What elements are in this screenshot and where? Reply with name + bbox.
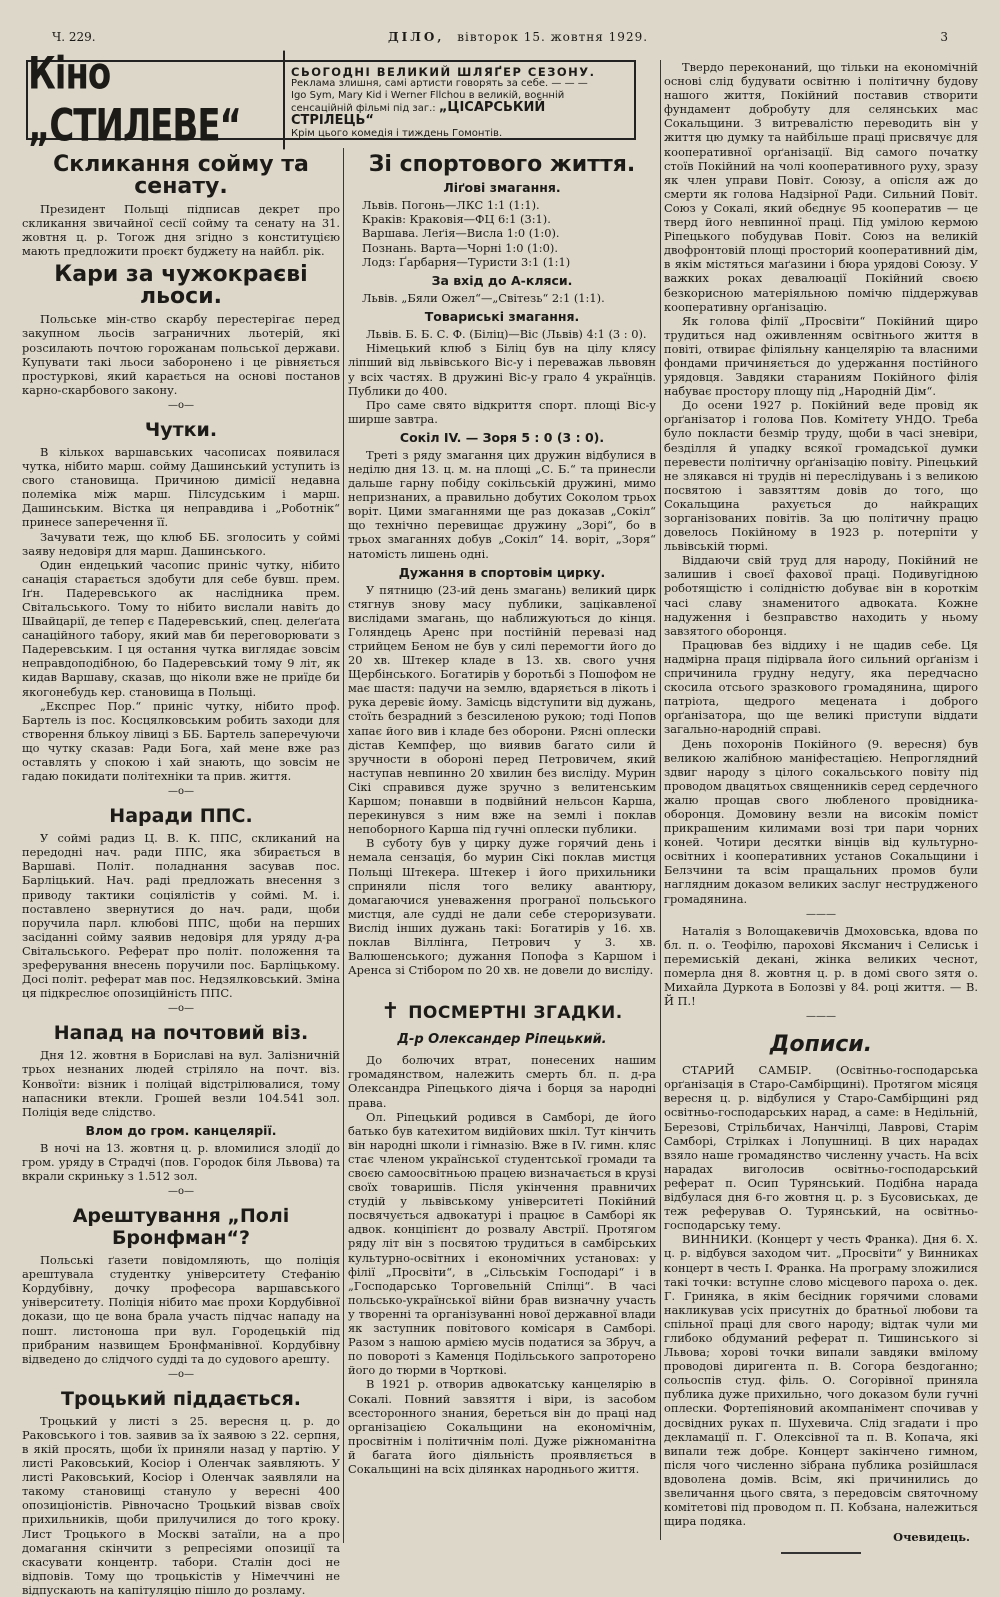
masthead bbox=[52, 28, 948, 46]
issue-date: вівторок 15. жовтня 1929. bbox=[457, 30, 649, 44]
article-body: Ол. Ріпецький родився в Самборі, де його батько був катехитом видійових шкіл. Тут кінчить він народні школи і гімназію. Вже в IV. гимн. кляс стає членом української студентської громади та своєю самоосвітньою працею визначається в крузі своїх товаришів. Після укінчення правничих студій у львівському університеті Покійний посвячується адвокатурі і працює в Самборі як адвок. конціпієнт до розвалу Австрії. Протягом ряду літ він з посвятою трудиться в самбірських культурно-освітних і економічних установах: у філії „Просвіти“, в „Сільськім Господарі“ і в „Господарсько Торговельній Спілці“. В часі польсько-української війни брав визначну участь у творенні та організуванні нової державної влади як заступник повітового комісаря в Самборі. Разом з нашою армією мусів податися за Збруч, а по повороті з Каменця Подільського запроторено його до тюрми в Чорткові. bbox=[348, 1109, 656, 1378]
article-body: Зачувати теж, що клюб ББ. зголосить у соймі заяву недовіря для марш. Дашинського. bbox=[22, 529, 340, 558]
article-body: В ночі на 13. жовтня ц. р. вломилися злодії до гром. уряду в Страдчі (пов. Городок біля Львова) та вкрали скриньку з 1.512 зол. bbox=[22, 1140, 340, 1183]
match-result: Львів. „Бяли Ожел“—„Світезь“ 2:1 (1:1). bbox=[362, 291, 605, 306]
paper-name: ДІЛО, bbox=[387, 30, 445, 44]
article-body: Польські ґазети повідомляють, що поліція арештувала студентку університету Стефанію Кордубівну, дочку професора варшавського університету. Поліція нібито має прохи Кордубівної докази, що це вона брала участь підчас нападу на пошт. листоноша при вул. Городецькій під прибраним назвищем Бронфманівної. Кордубівну відведено до слідчого судді та до судового арешту. bbox=[22, 1253, 340, 1366]
ad-line: Крім цього комедія і тиждень Гомонтів. bbox=[291, 128, 503, 139]
column-divider bbox=[660, 60, 661, 1540]
article-body: Польське мін-ство скарбу перестерігає перед закупном льосів заграничних льотерій, які розсилають почтою горожанам польської держави. Купувати такі льоси заборонено і це рівняється простуркові, який карається на основі постанов карно-скарбового закону. bbox=[22, 312, 340, 397]
article-body: Один ендецький часопис приніс чутку, нібито санація старається здобути для себе бувш. прем. Іґн. Падеревського ак наслідника прем. Світальського. Тому то нібито вислали навіть до Швайцарії, де тепер є Падеревський, спец. делеґата санаційного табору, який мав би переговорювати з Падеревським. І ця остання чутка виглядає зовсім неправдоподібною, бо Падеревський тому 9 літ, як кидав Варшаву, сказав, що ніколи вже не приїде би якогонебудь кер. становища в Польщі. bbox=[22, 557, 340, 699]
article-body: Дня 12. жовтня в Бориславі на вул. Залізничній трьох незнаних людей стріляло на почт. віз. Конвоїти: візник і поліцай відстрілювалися, тому напасники втекли. Грошей везли 104.541 зол. Поліція веде слідство. bbox=[22, 1048, 340, 1119]
ad-line-part: сенсаційній фільмі під заг.: bbox=[291, 103, 436, 114]
cinema-advertisement bbox=[26, 48, 636, 152]
article-body: ВИННИКИ. (Концерт у честь Франка). Дня 6. Х. ц. р. відбувся заходом чит. „Просвіти“ у Винниках концерт в честь І. Франка. На програму зложилися такі точки: вступне слово місцевого пароха о. дек. Г. Гриняка, в якім бесідник горячими словами накликував усіх присутніх до братньої любови та спільної праці для свого народу; відтак чули ми глибоко обдуманий реферат п. Тишинського зі Львова; хорові точки випали завдяки вмілому проводові диригента п. В. Согора бездоганно; сольоспів студ. філь. О. Согорівної приняла публика дуже прихильно, чого доказом були гучні оплески. Фортепіяновий акомпанімент спочивав у досвідних руках п. Шухевича. Слід згадати і про декламації п. Г. Олексівної та п. В. Копача, які випали теж добре. Концерт закінчено гимном, після чого численно зібрана публика розійшлася вдоволена домів. Всім, які причинились до звеличання цього свята, з передовсім святочному комітетові під проводом п. П. Кобзана, належиться щира подяка. bbox=[664, 1232, 978, 1529]
article-body: День похоронів Покійного (9. вересня) був великою жалібною маніфестацією. Непроглядний здвиг народу з цілого сокальського повіту під проводом двацятьох священників серед сердечного жалю прощав свого любленого провідника-оборонця. Домовину везли на високім поміст прикрашеним килимами возі три пари чорних коней. Чотири десятки вінців від культурно-освітних і кооперативних установ Сокальщини і Белзчини та всім пращальних промов були наглядним доказом великих заслуг неструдженого громадянина. bbox=[664, 736, 978, 906]
section-subtitle: Сокіл IV. — Зоря 5 : 0 (3 : 0). bbox=[399, 429, 605, 445]
article-body: Президент Польщі підписав декрет про скликання звичайної сесії сойму та сенату на 31. жовтня ц. р. Тогож дня згідно з конституцією мають предложити проєкт буджету на найбл. рік. bbox=[22, 202, 340, 259]
section-subtitle: За вхід до А-кляси. bbox=[431, 273, 573, 289]
ad-text bbox=[285, 62, 634, 138]
cinema-logo: Кіно „СТИЛЕВЕ“ bbox=[28, 51, 285, 150]
article-body: В суботу був у цирку дуже горячий день і немала сензація, бо мурин Сікі поклав мистця Польщі Штекера. Штекер і його прихильники сприняли після того велику авантюру, домагаючися уневаження програної польського мистця, але судді не дали себе стероризувати. Вислід інших дужань такі: Богатирів у 16. хв. поклав Віллінга, Петрович у 3. хв. Валюшенського; дужання Попофа з Каршом і Аренса зі Стібором по 20 хв. не довели до висліду. bbox=[348, 836, 656, 978]
article-body: „Експрес Пор.“ приніс чутку, нібито проф. Бартель із пос. Косцялковським робить заходи для створення блькоу лівиці з ББ. Бартель заперечуючи що чутку сказав: Ради Бога, хай мене вже раз оставлять у спокою і хай знають, що зовсім не гадаю покидати політехніки та прив. життя. bbox=[22, 698, 340, 784]
column-middle bbox=[348, 148, 656, 1543]
column-divider bbox=[343, 148, 344, 1543]
section-title: Зі спортового життя. bbox=[368, 152, 636, 177]
issue-number: Ч. 229. bbox=[52, 30, 96, 44]
article-title: Напад на почтовий віз. bbox=[53, 1022, 309, 1045]
cross-icon: ✝ bbox=[381, 999, 401, 1025]
separator: ——— bbox=[806, 908, 836, 920]
match-result: Львів. Погонь—ЛКС 1:1 (1:1). bbox=[362, 198, 540, 212]
article-body: Про саме свято відкриття спорт. площі Віс-у ширше завтра. bbox=[348, 397, 656, 426]
ad-line: Реклама злишня, самі артисти говорять за себе. — — — bbox=[291, 78, 588, 89]
article-title: Наради ППС. bbox=[109, 805, 253, 828]
article-body: У пятницю (23-ий день змагань) великий цирк стягнув знову масу публики, зацікавленої вислідами змагань, що наближуються до кінця. Голяндець Аренс при постійній перевазі над стрийцем Беном не був у силі перемогти його до 20 хв. Штекер кладе в 13. хв. свого учня Щербінського. Богатирів у боротьбі з Пошофом не має шастя: падучи на землю, вдаряється в лікоть і рука деревіє йому. Замісць відступити від дужань, стоїть безрадний з безсиленою рукою; тоді Попов хапає його вив і кладе без оборони. Рясні оплески дістав Кемпфер, що виявив багато сили й зручности в обороні перед Петровичем, який наступав невпинно 20 хвилин без висліду. Мурин Сікі справився дуже зручно з велитенським Каршом; понавши в подвійний нельсон Карша, перекинувся з ним вже на землі і поклав непоборного Карша під гучні оплески публики. bbox=[348, 582, 656, 837]
section-subtitle: Товариські змагання. bbox=[424, 309, 580, 325]
article-subtitle: Влом до гром. канцелярії. bbox=[85, 1122, 277, 1138]
article-body: Віддаючи свій труд для народу, Покійний не залишив і своєї фахової праці. Подивугідною роботящістю і солідністю добуває він в короткім часі славу знаменитого адвоката. Кожне надуження і безправство находить у ньому завзятого оборонця. bbox=[664, 553, 978, 638]
article-body: До болючих втрат, понесених нашим громадянством, належить смерть бл. п. д-ра Олександра Ріпецького діяча і борця за народні права. bbox=[348, 1053, 656, 1110]
ad-headline: СЬОГОДНІ ВЕЛИКИЙ ШЛЯҐЕР СЕЗОНУ. bbox=[291, 65, 596, 79]
separator: —o— bbox=[167, 1186, 195, 1198]
article-body: Треті з ряду змагання цих дружин відбулися в неділю дня 13. ц. м. на площі „С. Б.“ та принесли дальше гарну побіду сокільській дружині, мимо непризнаних, а правильно добутих Соколом трьох воріт. Цими змаганнями ще раз доказав „Сокіл“ що технічно перевищає дружину „Зорі“, бо в трьох змаганнях добув „Сокіл“ 14. воріт, „Зоря“ натомість лишень одні. bbox=[348, 447, 656, 561]
separator: —o— bbox=[167, 1003, 195, 1015]
separator: ——— bbox=[806, 1011, 836, 1023]
match-result: Краків: Краковія—ФЦ 6:1 (3:1). bbox=[362, 212, 551, 227]
article-title: Арештування „Полі Бронфман“? bbox=[72, 1205, 290, 1250]
article-body: В кількох варшавських часописах появилася чутка, нібито марш. сойму Дашинський уступить із свого становища. Причиною димісії недавна полеміка між марш. Пілсудським і марш. Дашинським. Вістка ця неправдива і „Роботнік“ принесе заперечення її. bbox=[22, 444, 340, 530]
article-body: Німецький клюб з Біліц був на цілу клясу ліпший від львівського Віс-у і переважав львовян у всіх частях. В дружині Віс-у грало 4 українців. Публики до 400. bbox=[348, 341, 656, 398]
article-body: Як голова філії „Просвіти“ Покійний щиро трудиться над оживленням освітнього життя в повіті, отвирає філіяльну канцелярію та власними фондами причиняється до удержання постійного урядовця. Завдяки стараниям Покійного філія набуває простору площу під „Народній Дім“. bbox=[664, 313, 978, 399]
column-right bbox=[664, 60, 978, 1545]
article-body: Твердо переконаний, що тільки на економічній основі слід будувати освітню і політичну будову нашого життя, Покійний поставив створити фундамент добробуту для селянських мас Сокальщини. З витревалістю переводить він у життя цю думку та найбільше праці присвячує для кооперативної орґанізації. Від самого початку стоїв Покійний на чолі кооперативного руху, зразу як член управи Повіт. Союзу, а опісля аж до смерти як голова Надзірної Ради. Сильний Повіт. Союз у Сокалі, який обєднує 95 кооператив — це тверд його невпинної праці. Під умілою кермою Ріпецького побудував Повіт. Союз на великій двофронтовій площі просторий кооперативний дім, в якім містяться маґазини і бюра урядові Союзу. У важких роках девалюації Покійний своєю безкорисною матеріяльною помічю піддержував кооперативну орґанізацію. bbox=[664, 60, 978, 314]
match-result: Познань. Варта—Чорні 1:0 (1:0). bbox=[362, 240, 558, 255]
obituary-header bbox=[348, 999, 656, 1024]
article-body: В 1921 р. отворив адвокатську канцелярію в Сокалі. Повний завзяття і віри, із засобом всесторонного знания, береться він до праці над організацією Сокальщини на економічнім, просвітнім і політичнім полі. Дуже ріжноманітна й багата його діяльність проявляється в Сокальщині на всіх ділянках народнього життя. bbox=[348, 1377, 656, 1476]
ad-line bbox=[291, 102, 628, 128]
article-title: Кари за чужокраєві льоси. bbox=[54, 262, 308, 310]
death-notice: Наталія з Волощакевичів Дмоховська, вдова по бл. п. о. Теофілю, парохові Яксманич і Селиськ і перемиській декані, жінка великих чеснот, померла дня 8. жовтня ц. р. в домі свого зятя о. Михайла Дуркота в Болозві у 84. році життя. — В. Й П.! bbox=[664, 923, 978, 1009]
section-title: Дописи. bbox=[769, 1032, 873, 1058]
article-body: Працював без віддиху і не щадив себе. Ця надмірна праця підірвала його сильний орґанізм і спричинила грудну недугу, яка передчасно скосила отсього зразкового громадянина, щирого патріота, щедрого мецената і доброго орґанізатора, що ще великі приступи віддати загально-народній справі. bbox=[664, 637, 978, 737]
article-title: Троцький піддається. bbox=[61, 1387, 301, 1410]
match-result: Лодз: Ґарбарня—Туристи 3:1 (1:1) bbox=[362, 254, 571, 269]
article-body: СТАРИЙ САМБІР. (Освітньо-господарська орґанізація в Старо-Самбірщині). Протягом місяця вересня ц. р. відбулися у Старо-Самбірщині ряд освітньо-господарських нарад, а саме: в Недільній, Березові, Стрільбичах, Нанчілці, Лаврові, Старім Самборі, Стрілках і Лопушниці. В цих нарадах взяло наше громадянство численну участь. На всіх нарадах виголосив освітньо-господарський реферат п. Осип Турянський. Подібна нарада відбулася дня 6-го жовтня ц. р. з Бусовиськах, де теж реферував О. Турянський, на освітньо-господарську тему. bbox=[664, 1063, 978, 1233]
section-subtitle: Ліґові змагання. bbox=[443, 180, 561, 195]
ad-line: Igo Sym, Mary Kid і Werner Fllchou в великій, воєнній bbox=[291, 90, 565, 101]
column-left bbox=[22, 148, 340, 1597]
match-result: Львів. Б. Б. С. Ф. (Біліц)—Віс (Львів) 4:1 (3 : 0). bbox=[366, 327, 647, 342]
page-number: 3 bbox=[940, 30, 948, 44]
article-title: Скликання сойму та сенату. bbox=[53, 152, 309, 199]
film-title: „ЦІСАРСЬКИЙ СТРІЛЕЦЬ“ bbox=[291, 100, 546, 128]
article-body: До осени 1927 р. Покійний веде провід як орґанізатор і голова Пов. Комітету УНДО. Треба було покласти безмір труду, щоби в часі зневіри, безділля й упадку всякої громадської думки перевести політичну орґанізацію повіту. Ріпецький не злякався ні трудів ні переслідувань і з великою посвятою і завзяттям довів до того, що Сокальщина рахується до найкращих зорганізованих повітів. За цю політичну працю довелось Покійному в 1923 р. потерпіти у львівській тюрмі. bbox=[664, 398, 978, 554]
end-rule bbox=[781, 1552, 861, 1554]
separator: —o— bbox=[167, 399, 195, 411]
article-body: Троцький у листі з 25. вересня ц. р. до Раковського і тов. заявив за їх заявою з 22. серпня, в якій просять, щоби їх приняли назад у партію. У листі Раковський, Косіор і Оленчак заявляють. У листі Раковський, Косіор і Оленчак заявляли на такому становищі стануло у вересні 400 опозиціоністів. Рівночасно Троцький візвав своїх прихильників, щоби прилучилися до того кроку. Лист Троцького в Москві затаїли, на а про домагання скінчити з репресіями опозиції та скасувати концентр. табори. Сталін досі не відповів. Тому що троцькістів у Німеччині не відпускають на капітуляцію пішло до розламу. bbox=[22, 1413, 340, 1597]
article-signature: Очевидець. bbox=[893, 1530, 970, 1545]
obituary-title: ПОСМЕРТНІ ЗГАДКИ. bbox=[408, 1003, 623, 1024]
separator: —o— bbox=[167, 786, 195, 798]
section-subtitle: Дужання в спортовім цирку. bbox=[398, 564, 606, 580]
separator: —o— bbox=[167, 1368, 195, 1380]
article-body: У соймі радиз Ц. В. К. ППС, скликаний на передодні нач. ради ППС, яка збирається в Варшаві. Політ. поладнання засував пос. Барліцький. Нач. раді предложать внесення з приводу тактики соціялістів у соймі. М. і. поставлено звернутися до нач. ради, щоби поручила парл. клюбові ППС, щоби на перших засіданні сойму заявив недовіря для уряду д-ра Світальського. Реферат про політ. положення та зреферування внесень поручили пос. Барліцькому. Досі політ. реферат мав пос. Недзялковський. Зміна ця підкреслює опозиційність ППС. bbox=[22, 831, 340, 1001]
obituary-name: Д-р Олександер Ріпецький. bbox=[397, 1032, 607, 1048]
match-result: Варшава. Леґія—Висла 1:0 (1:0). bbox=[362, 226, 560, 241]
article-title: Чутки. bbox=[144, 418, 218, 441]
masthead-center bbox=[388, 30, 648, 44]
